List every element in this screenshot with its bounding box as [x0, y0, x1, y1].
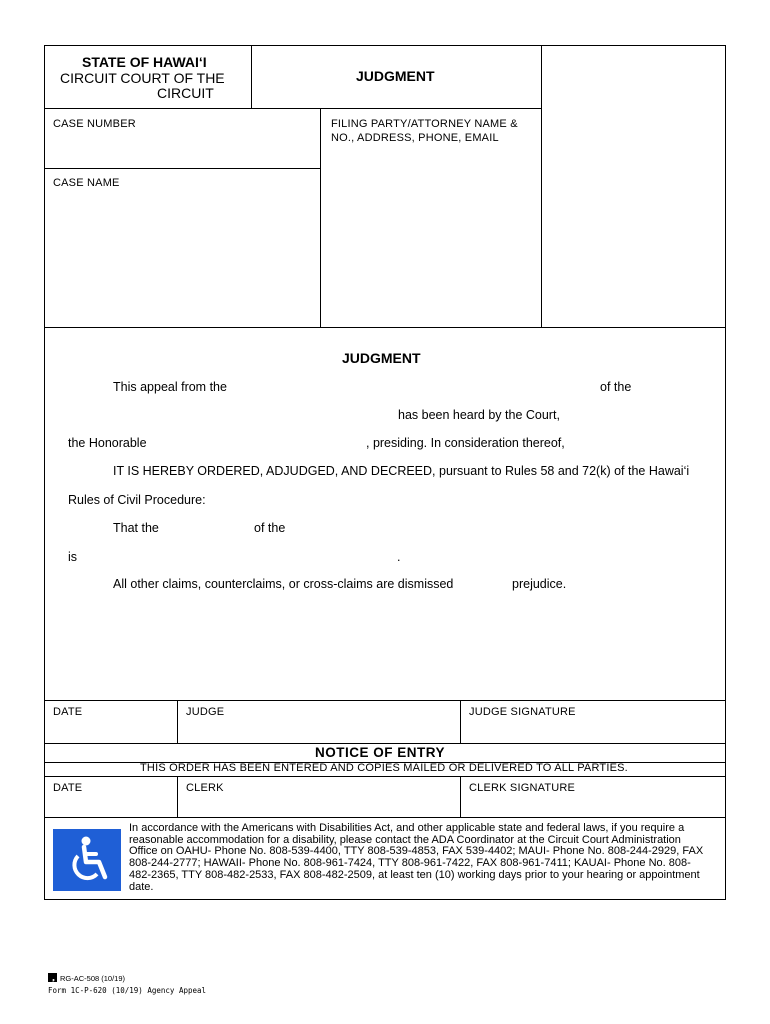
clerk-input[interactable]	[186, 798, 458, 816]
agency-name-input[interactable]	[68, 408, 394, 426]
case-name-input[interactable]	[53, 195, 317, 324]
filing-party-label: FILING PARTY/ATTORNEY NAME &	[331, 118, 518, 130]
divider	[177, 776, 178, 818]
presiding-text: , presiding. In consideration thereof,	[366, 436, 565, 450]
is-text: is	[68, 550, 78, 564]
agency-input[interactable]	[236, 380, 596, 398]
divider	[44, 700, 726, 701]
divider	[460, 776, 461, 818]
form-number: Form 1C-P-620 (10/19) Agency Appeal	[48, 986, 207, 995]
of-the-text-2: of the	[254, 521, 286, 535]
honorable-text: the Honorable	[68, 436, 147, 450]
circuit-heading: CIRCUIT	[157, 85, 214, 101]
divider	[44, 108, 542, 109]
judgment-heading: JUDGMENT	[342, 350, 421, 366]
notice-subtitle: THIS ORDER HAS BEEN ENTERED AND COPIES MAILED OR DELIVERED TO ALL PARTIES.	[140, 762, 628, 774]
divider	[320, 108, 321, 328]
that-the-text: That the	[113, 521, 159, 535]
case-name-label: CASE NAME	[53, 177, 120, 189]
divider	[541, 45, 542, 328]
divider	[44, 743, 726, 744]
state-heading: STATE OF HAWAI‘I	[82, 54, 207, 70]
case-number-label: CASE NUMBER	[53, 118, 136, 130]
filing-party-label-2: NO., ADDRESS, PHONE, EMAIL	[331, 132, 499, 144]
ada-notice-text: In accordance with the Americans with Disabilities Act, and other applicable state and federal laws, if you require a reasonable accommodation for a disability, please contact the ADA Coordinator at the Circuit Court Administration Office on OAHU- Phone No. 808-539-4400, TTY 808-539-4853, FAX 539-4402; MAUI- Phone No. 808-244-2929, FAX 808-244-2777; HAWAII- Phone No. 808-961-7424, TTY 808-961-7422, FAX 808-961-7411; KAUAI- Phone No. 808-482-2365, TTY 808-482-2533, FAX 808-482-2509, at least ten (10) working days prior to your hearing or appointment date.	[129, 822, 704, 893]
divider	[177, 700, 178, 744]
entry-date-label: DATE	[53, 782, 83, 794]
divider	[44, 327, 726, 328]
rules-text: Rules of Civil Procedure:	[68, 493, 206, 507]
judge-signature-input[interactable]	[469, 722, 723, 740]
dismissed-text: All other claims, counterclaims, or cross-claims are dismissed	[113, 577, 454, 591]
ordered-text: IT IS HEREBY ORDERED, ADJUDGED, AND DECREED, pursuant to Rules 58 and 72(k) of the Hawai‘i	[113, 464, 690, 478]
clerk-label: CLERK	[186, 782, 224, 794]
form-code: RG-AC-508 (10/19)	[60, 974, 126, 983]
divider	[44, 776, 726, 777]
judge-label: JUDGE	[186, 706, 225, 718]
judgment-date-input[interactable]	[53, 722, 175, 740]
entry-date-input[interactable]	[53, 798, 175, 816]
wheelchair-icon	[53, 829, 121, 891]
judge-name-input[interactable]	[154, 436, 366, 454]
prejudice-input[interactable]	[460, 577, 512, 595]
decision-type-input[interactable]	[166, 521, 252, 539]
prejudice-text: prejudice.	[512, 577, 567, 591]
divider	[460, 700, 461, 744]
case-number-input[interactable]	[53, 140, 317, 158]
notice-title: NOTICE OF ENTRY	[315, 745, 446, 760]
judge-signature-label: JUDGE SIGNATURE	[469, 706, 576, 718]
divider	[251, 45, 252, 109]
disposition-input[interactable]	[88, 550, 401, 568]
heard-text: has been heard by the Court,	[398, 408, 560, 422]
agency-decision-input[interactable]	[292, 521, 576, 539]
divider	[44, 168, 321, 169]
appeal-text: This appeal from the	[113, 380, 227, 394]
clerk-signature-label: CLERK SIGNATURE	[469, 782, 576, 794]
clerk-signature-input[interactable]	[469, 798, 723, 816]
date-label: DATE	[53, 706, 83, 718]
form-title: JUDGMENT	[356, 68, 435, 84]
judge-input[interactable]	[186, 722, 458, 740]
of-the-text: of the	[600, 380, 632, 394]
court-heading: CIRCUIT COURT OF THE	[60, 70, 225, 86]
form-code-icon	[48, 973, 57, 982]
filing-party-input[interactable]	[331, 150, 537, 324]
period-text: .	[397, 550, 401, 564]
divider	[44, 817, 726, 818]
